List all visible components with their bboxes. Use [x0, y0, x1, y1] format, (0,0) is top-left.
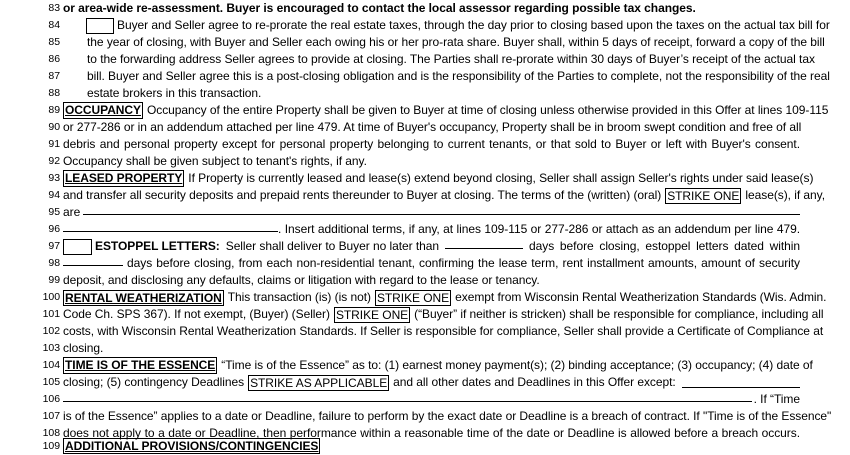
line-number: 95	[48, 206, 60, 218]
line-104	[0, 357, 850, 374]
line-number: 90	[48, 121, 60, 133]
line-number: 104	[42, 359, 60, 371]
line-92	[0, 153, 850, 170]
estoppel-dated-within-days-field[interactable]	[63, 255, 123, 266]
section-heading-time-is-of-the-essence: TIME IS OF THE ESSENCE	[65, 358, 216, 372]
line-96	[0, 221, 850, 238]
section-heading-leased-property: LEASED PROPERTY	[65, 171, 183, 185]
line-number: 89	[48, 104, 60, 116]
time-essence-exceptions-field[interactable]	[682, 377, 800, 388]
line-text	[63, 187, 825, 204]
line-text: is of the Essence” applies to a date or Deadline, failure to perform by the exact date or Deadline is a breach of contract. If "Time is of the Essence"	[63, 409, 832, 423]
line-number: 94	[48, 189, 60, 201]
line-93	[0, 170, 850, 187]
line-text	[63, 102, 829, 119]
line-number: 87	[48, 70, 60, 82]
line-text: Buyer and Seller agree to re-prorate the real estate taxes, through the day prior to closing based upon the taxes on the actual tax bill for	[117, 18, 830, 32]
line-number: 85	[48, 36, 60, 48]
line-97	[0, 238, 850, 255]
line-text	[63, 289, 827, 306]
line-number: 96	[48, 223, 60, 235]
line-body-end: and all other dates and Deadlines in this Offer except:	[393, 375, 676, 389]
line-number: 103	[42, 342, 60, 354]
line-text	[95, 238, 800, 255]
line-103	[0, 340, 850, 357]
line-text: to the forwarding address Seller agrees to provide at closing. The Parties shall re-prorate within 30 days of Buyer’s receipt of the actual tax	[87, 52, 815, 66]
line-109	[0, 438, 850, 455]
line-text: bill. Buyer and Seller agree this is a post-closing obligation and is the responsibility of the Parties to complete, not the responsibility of the real	[87, 69, 830, 83]
line-text: closing.	[63, 341, 104, 355]
line-body-end: lease(s), if any,	[745, 188, 825, 202]
line-90	[0, 119, 850, 136]
line-number: 106	[42, 393, 60, 405]
tax-reproration-checkbox[interactable]	[86, 18, 114, 34]
section-heading-additional-provisions: ADDITIONAL PROVISIONS/CONTINGENCIES	[65, 439, 319, 453]
line-body: Seller shall deliver to Buyer no later than	[225, 239, 440, 253]
strike-one-box[interactable]: STRIKE ONE	[335, 307, 409, 322]
section-heading-occupancy: OCCUPANCY	[65, 103, 141, 117]
line-107	[0, 408, 850, 425]
line-number: 102	[42, 325, 60, 337]
line-body: . If “Time	[753, 392, 800, 406]
line-text: deposit, and disclosing any defaults, claims or litigation with regard to the lease or tenancy.	[63, 273, 540, 287]
line-text: estate brokers in this transaction.	[87, 86, 262, 100]
line-106	[0, 391, 850, 408]
line-body-end: (“Buyer” if neither is stricken) shall be responsible for compliance, including all	[414, 307, 824, 321]
line-number: 100	[42, 291, 60, 303]
strike-one-box[interactable]: STRIKE ONE	[667, 188, 740, 203]
line-88	[0, 85, 850, 102]
line-text: costs, with Wisconsin Rental Weatherization Standards. If Seller is responsible for compliance, Seller shall provide a Certificate of Compliance at	[63, 324, 824, 338]
line-body: This transaction (is) (is not)	[227, 290, 371, 304]
estoppel-days-before-closing-field[interactable]	[445, 238, 523, 249]
line-83	[0, 0, 850, 17]
line-text: Occupancy shall be given subject to tenant's rights, if any.	[63, 154, 367, 168]
line-91	[0, 136, 850, 153]
line-text	[63, 374, 800, 391]
line-text: debris and personal property except for personal property belonging to current tenants, or that sold to Buyer or left with Buyer's consent.	[63, 137, 800, 151]
line-number: 109	[42, 440, 60, 452]
line-body: are	[63, 205, 81, 219]
line-number: 92	[48, 155, 60, 167]
line-text	[63, 255, 800, 272]
line-body: and transfer all security deposits and prepaid rents thereunder to Buyer at closing. The terms of the (written) (oral)	[63, 188, 662, 202]
lease-terms-field-continued[interactable]	[63, 221, 278, 232]
line-number: 84	[48, 19, 60, 31]
line-text	[63, 204, 800, 221]
line-body: If Property is currently leased and lease(s) extend beyond closing, Seller shall assign Seller's rights under said lease(s)	[188, 171, 814, 185]
strike-one-box[interactable]: STRIKE ONE	[376, 290, 450, 305]
line-100	[0, 289, 850, 306]
line-number: 86	[48, 53, 60, 65]
line-text	[63, 306, 824, 323]
line-84	[0, 17, 850, 34]
line-number: 91	[48, 138, 60, 150]
line-body: “Time is of the Essence” as to: (1) earnest money payment(s); (2) binding acceptance; (3) occupancy; (4) date of	[221, 358, 813, 372]
line-87	[0, 68, 850, 85]
line-86	[0, 51, 850, 68]
line-body-end: exempt from Wisconsin Rental Weatherization Standards (Wis. Admin.	[455, 290, 827, 304]
line-text	[63, 221, 800, 238]
time-essence-exceptions-field-continued[interactable]	[63, 391, 752, 402]
line-text	[63, 357, 813, 374]
line-number: 105	[42, 376, 60, 388]
line-body: . Insert additional terms, if any, at lines 109-115 or 277-286 or attach as an addendum per line 479.	[278, 222, 800, 236]
line-text	[63, 170, 814, 187]
line-text: the year of closing, with Buyer and Seller each owing his or her pro-rata share. Buyer shall, within 5 days of receipt, forward a copy of the bill	[87, 35, 825, 49]
line-89	[0, 102, 850, 119]
line-body-end: days before closing, estoppel letters dated within	[529, 239, 800, 253]
estoppel-letters-checkbox[interactable]	[63, 239, 92, 255]
line-text	[63, 438, 320, 455]
line-body: Code Ch. SPS 367). If not exempt, (Buyer) (Seller)	[63, 307, 330, 321]
line-101	[0, 306, 850, 323]
line-number: 99	[48, 274, 60, 286]
line-105	[0, 374, 850, 391]
line-number: 107	[42, 410, 60, 422]
line-text: or area-wide re-assessment. Buyer is encouraged to contact the local assessor regarding possible tax changes.	[63, 1, 696, 15]
lease-terms-field[interactable]	[83, 204, 800, 215]
line-number: 97	[48, 240, 60, 252]
line-99	[0, 272, 850, 289]
estoppel-letters-label: ESTOPPEL LETTERS:	[95, 239, 220, 253]
line-body: closing; (5) contingency Deadlines	[63, 375, 245, 389]
line-94	[0, 187, 850, 204]
line-text: or 277-286 or in an addendum attached per line 479. At time of Buyer's occupancy, Property shall be in broom swept condition and free of all	[63, 120, 802, 134]
line-number: 83	[48, 2, 60, 14]
strike-as-applicable-box[interactable]: STRIKE AS APPLICABLE	[250, 375, 388, 390]
line-number: 101	[42, 308, 60, 320]
line-body: days before closing, from each non-residential tenant, confirming the lease term, rent installment amounts, amount of security	[127, 256, 800, 270]
line-body: Occupancy of the entire Property shall be given to Buyer at time of closing unless otherwise provided in this Offer at lines 109-115	[147, 103, 829, 117]
line-text: does not apply to a date or Deadline, then performance within a reasonable time of the date or Deadline is allowed before a breach occurs.	[63, 426, 800, 440]
line-85	[0, 34, 850, 51]
line-102	[0, 323, 850, 340]
line-number: 88	[48, 87, 60, 99]
line-number: 108	[42, 427, 60, 439]
line-95	[0, 204, 850, 221]
section-heading-rental-weatherization: RENTAL WEATHERIZATION	[65, 290, 222, 305]
line-number: 93	[48, 172, 60, 184]
line-98	[0, 255, 850, 272]
line-text	[63, 391, 800, 408]
line-number: 98	[48, 257, 60, 269]
